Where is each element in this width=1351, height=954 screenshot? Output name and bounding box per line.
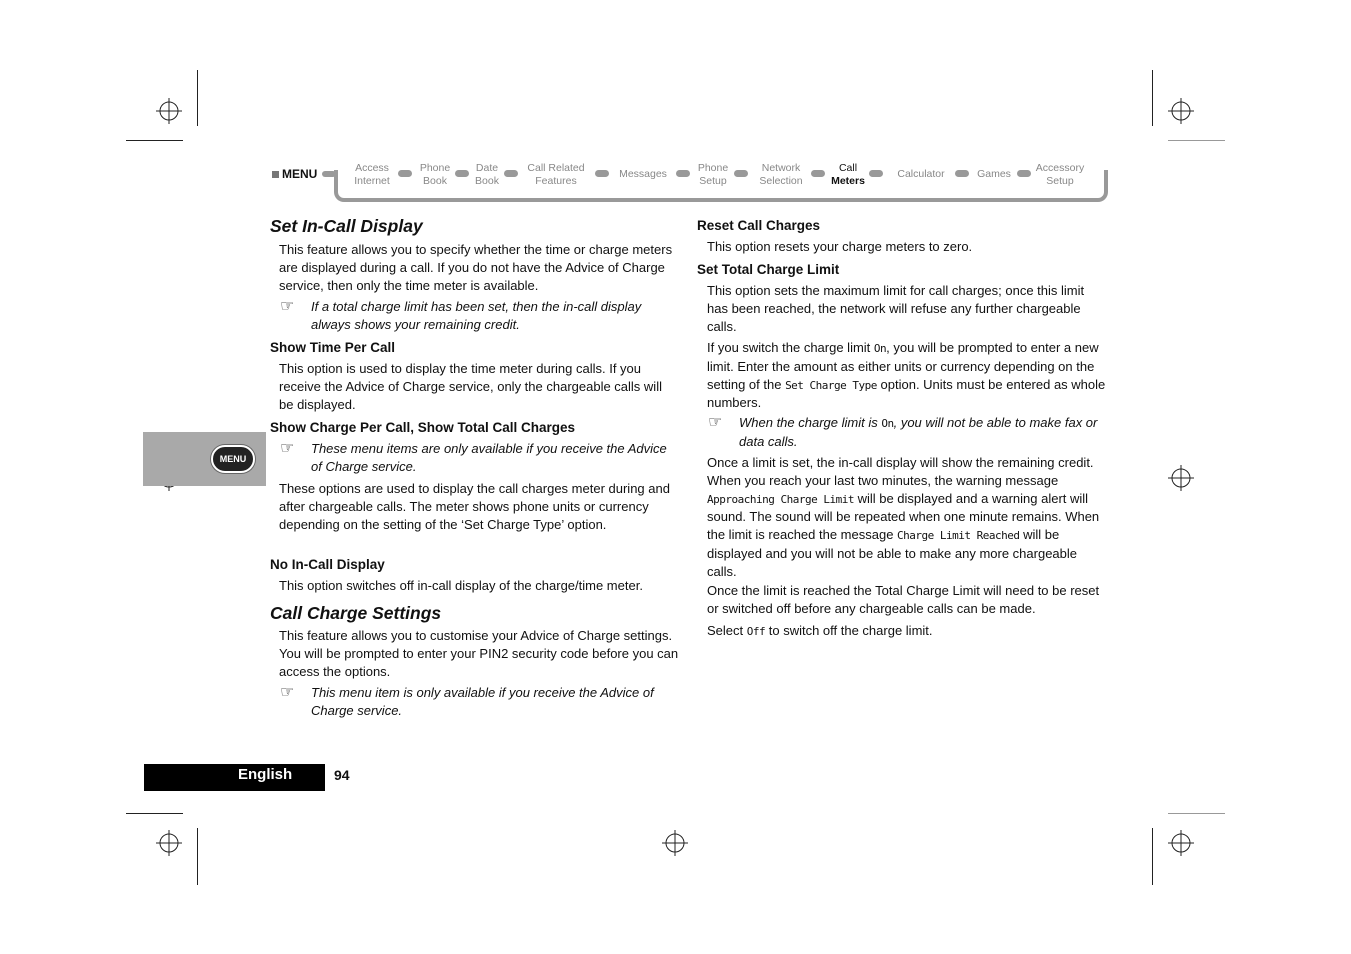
nav-item-call-related-features: [527, 162, 584, 188]
nav-item-access-internet: [354, 162, 390, 188]
nav-separator: [455, 170, 469, 177]
nav-item-line1: Messages: [619, 168, 667, 180]
nav-separator: [734, 170, 748, 177]
paragraph-total-limit-warning: [707, 454, 1107, 581]
registration-mark-icon: [662, 830, 688, 856]
text-run: When the charge limit is: [739, 415, 882, 430]
crop-mark: [197, 70, 198, 126]
nav-item-line2: Setup: [699, 175, 727, 187]
registration-mark-icon: [156, 98, 182, 124]
paragraph-total-limit-intro: This option sets the maximum limit for call charges; once this limit has been reached, the network will refuse any further chargeable calls.: [707, 283, 1085, 334]
nav-item-line2: Internet: [354, 175, 390, 187]
page-number: 94: [334, 767, 350, 783]
nav-item-line2: Book: [475, 175, 499, 187]
text-run: to switch off the charge limit.: [765, 623, 933, 638]
heading-set-total-charge-limit: Set Total Charge Limit: [697, 262, 840, 277]
crop-mark: [1152, 70, 1153, 126]
nav-item-calculator: [897, 168, 944, 181]
crop-mark: [126, 813, 183, 814]
nav-item-line1: Calculator: [897, 168, 945, 180]
menu-label: MENU: [282, 167, 318, 181]
nav-item-phone-setup: [698, 162, 728, 188]
crop-mark: [197, 828, 198, 885]
nav-item-phone-book: [420, 162, 450, 188]
nav-item-line1: Network: [761, 162, 801, 174]
footer-language-bar: [144, 764, 325, 791]
heading-show-time-per-call: Show Time Per Call: [270, 340, 396, 355]
lcd-text-set-charge-type: Set Charge Type: [785, 378, 877, 392]
crop-mark: [126, 140, 183, 141]
nav-item-date-book: [475, 162, 499, 188]
text-run: will be displayed and a warning alert will sound. The sound will be repeated when one minute remains. When the limit is reached the message: [707, 490, 1100, 543]
menu-breadcrumb-root: [272, 167, 317, 181]
paragraph-reset-call-charges: This option resets your charge meters to zero.: [707, 239, 973, 254]
paragraph-total-limit-off: [707, 622, 1107, 641]
text-run: will be displayed and you will not be able to make any more chargeable calls.: [707, 527, 1078, 579]
paragraph-show-time-per-call: This option is used to display the time meter during calls. If you receive the Advice of Charge service, only the chargeable calls will be displayed.: [279, 361, 662, 412]
pointing-hand-icon: ☞: [280, 298, 295, 315]
nav-item-line2: Meters: [831, 175, 865, 187]
nav-item-line2: Setup: [1046, 175, 1074, 187]
text-run: Select: [707, 623, 747, 638]
menu-key-icon: MENU: [211, 445, 255, 473]
footer-language: English: [238, 766, 293, 783]
nav-item-line1: Call Related: [527, 162, 585, 174]
text-run: , you will not be able to make fax or data calls.: [739, 415, 1098, 449]
nav-item-accessory-setup: [1036, 162, 1084, 188]
nav-item-call-meters: [831, 162, 865, 188]
nav-item-line1: Accessory: [1035, 162, 1085, 174]
pointing-hand-icon: ☞: [708, 414, 723, 431]
nav-separator: [1017, 170, 1031, 177]
heading-call-charge-settings: Call Charge Settings: [270, 603, 442, 623]
nav-separator: [955, 170, 969, 177]
lcd-text-on: On: [881, 417, 894, 430]
nav-separator: [811, 170, 825, 177]
nav-item-line2: Features: [535, 175, 577, 187]
heading-set-in-call-display: Set In-Call Display: [270, 216, 423, 236]
nav-item-line1: Call: [838, 162, 858, 174]
pointing-hand-icon: ☞: [280, 440, 295, 457]
registration-mark-icon: [1168, 465, 1194, 491]
note-call-charge-settings: This menu item is only available if you receive the Advice of Charge service.: [311, 685, 654, 718]
nav-item-line2: Book: [423, 175, 447, 187]
paragraph-no-in-call-display: This option switches off in-call display of the charge/time meter.: [279, 578, 643, 593]
nav-item-line2: Selection: [759, 175, 803, 187]
nav-item-line1: Date: [475, 162, 499, 174]
nav-item-line1: Phone: [697, 162, 729, 174]
lcd-text-charge-limit-reached: Charge Limit Reached: [897, 529, 1020, 543]
text-run: Once a limit is set, the in-call display will show the remaining credit. When you reach your last two minutes, the warning message: [707, 455, 1094, 488]
text-run: option. Units must be entered as whole numbers.: [707, 376, 1106, 411]
paragraph-total-limit-reset: Once the limit is reached the Total Charge Limit will need to be reset or switched off before any chargeable calls can be made.: [707, 583, 1100, 616]
crop-mark: [1152, 828, 1153, 885]
heading-reset-call-charges: Reset Call Charges: [697, 218, 821, 233]
nav-separator: [676, 170, 690, 177]
square-bullet-icon: [272, 171, 279, 178]
registration-mark-icon: [1168, 830, 1194, 856]
heading-no-in-call-display: No In-Call Display: [270, 557, 385, 572]
text-run: , you will be prompted to enter a new limit. Enter the amount as either units or currency depending on the setting of the: [707, 340, 1099, 392]
registration-mark-icon: [1168, 98, 1194, 124]
note-total-limit: [739, 414, 1109, 451]
paragraph-set-in-call-display: This feature allows you to specify whether the time or charge meters are displayed during a call. If you do not have the Advice of Charge service, then only the time meter is available.: [279, 242, 673, 293]
text-run: If you switch the charge limit: [707, 340, 874, 355]
paragraph-show-charge-per-call: These options are used to display the call charges meter during and after chargeable calls. The meter shows phone units or currency depending on the setting of the ‘Set Charge Type’ option.: [279, 481, 670, 532]
nav-separator: [595, 170, 609, 177]
nav-item-games: [977, 168, 1011, 181]
lcd-text-off: Off: [746, 625, 766, 638]
lcd-text-approaching-charge-limit: Approaching Charge Limit: [707, 492, 854, 506]
nav-separator: [504, 170, 518, 177]
nav-item-network-selection: [759, 162, 802, 188]
crop-mark: [1168, 813, 1225, 814]
nav-separator: [398, 170, 412, 177]
registration-mark-icon: [156, 830, 182, 856]
nav-item-messages: [619, 168, 667, 181]
nav-separator: [869, 170, 883, 177]
nav-item-line1: Access: [355, 162, 389, 174]
lcd-text-on: On: [873, 342, 887, 355]
crop-mark: [1168, 140, 1225, 141]
paragraph-call-charge-settings: This feature allows you to customise your Advice of Charge settings. You will be prompted to enter your PIN2 security code before you can access the options.: [279, 628, 679, 679]
paragraph-total-limit-enter: [707, 339, 1107, 412]
pointing-hand-icon: ☞: [280, 684, 295, 701]
nav-item-line1: Phone: [419, 162, 451, 174]
heading-show-charge-per-call: Show Charge Per Call, Show Total Call Charges: [270, 420, 576, 435]
note-set-in-call-display: If a total charge limit has been set, then the in-call display always shows your remaining credit.: [311, 299, 642, 332]
note-show-charge-per-call: These menu items are only available if you receive the Advice of Charge service.: [311, 441, 667, 474]
nav-item-line1: Games: [977, 168, 1011, 180]
